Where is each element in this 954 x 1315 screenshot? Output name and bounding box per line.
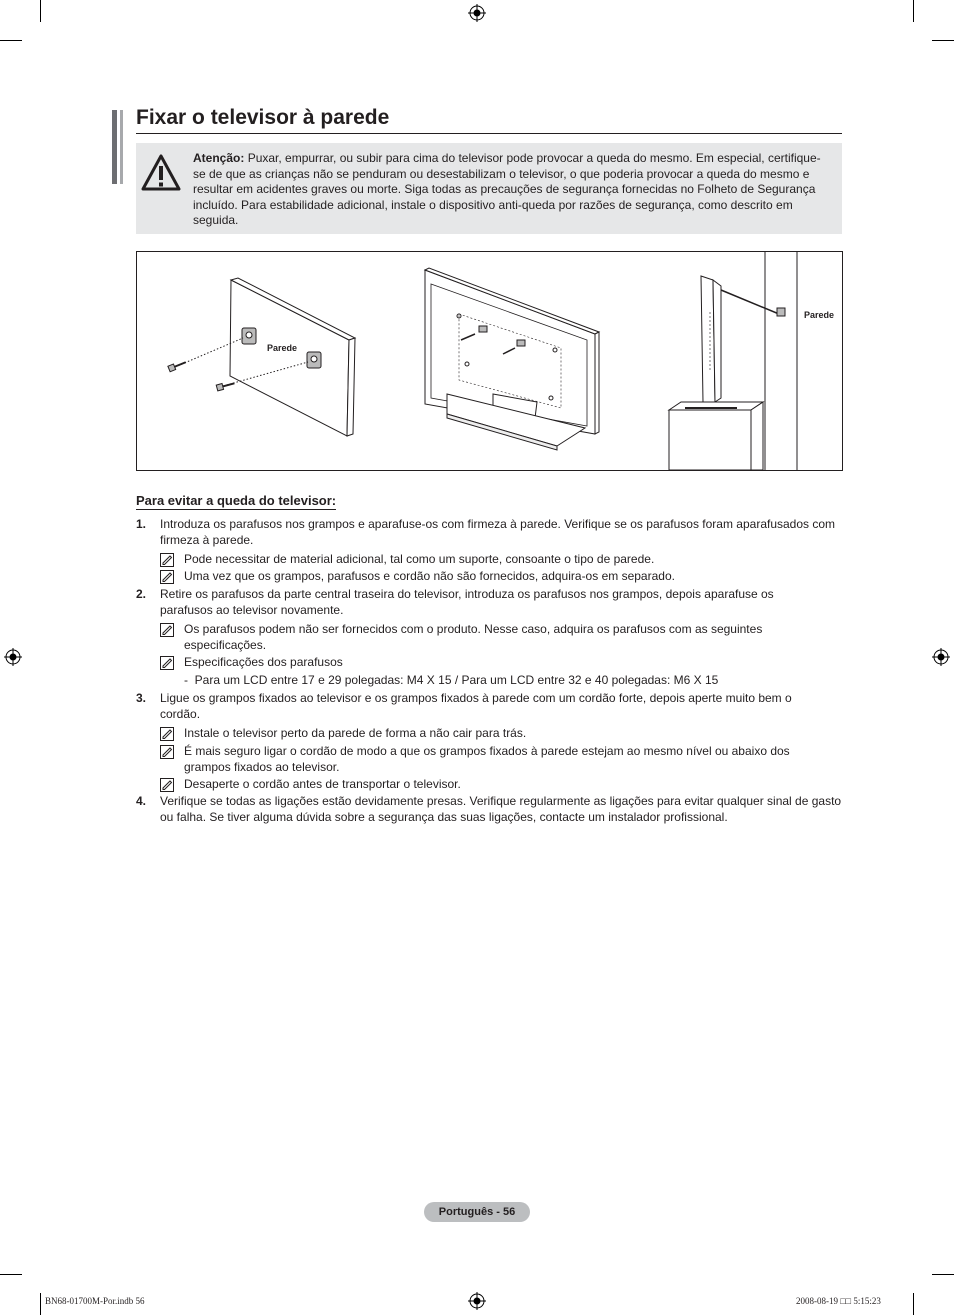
note-text: Desaperte o cordão antes de transportar o televisor. (184, 777, 461, 791)
note-text: Uma vez que os grampos, parafusos e cordão não são fornecidos, adquira-os em separado. (184, 569, 675, 583)
title-rule (136, 133, 842, 134)
note-icon (160, 553, 174, 567)
step-number: 4. (136, 794, 147, 808)
step-text: Ligue os grampos fixados ao televisor e os grampos fixados à parede com um cordão forte, depois aperte muito bem o cordão. (160, 691, 792, 721)
page-title: Fixar o televisor à parede (136, 106, 390, 129)
note-icon (160, 778, 174, 792)
installation-figure (136, 251, 843, 471)
registration-mark-icon (4, 648, 22, 666)
note-icon (160, 570, 174, 584)
warning-body: Puxar, empurrar, ou subir para cima do televisor pode provocar a queda do mesmo. Em especial, certifique-se de que as crianças não se penduram ou desestabilizam o televisor, o que poderia provocar a queda do mesmo e resultar em acidentes graves ou morte. Siga todas as precauções de segurança fornecidas no Folheto de Segurança incluído. Para estabilidade adicional, instale o dispositivo anti-queda por razões de segurança, como descrito em seguida. (193, 151, 821, 227)
title-accent-bar (112, 110, 117, 184)
note-icon (160, 745, 174, 759)
section-heading: Para evitar a queda do televisor: (136, 493, 337, 508)
crop-mark (913, 1293, 914, 1315)
screw-spec-value: Para um LCD entre 17 e 29 polegadas: M4 X 15 / Para um LCD entre 32 e 40 polegadas: M6 X 15 (194, 673, 719, 687)
step-text: Verifique se todas as ligações estão devidamente presas. Verifique regularmente as ligações para evitar qualquer sinal de gasto ou falha. Se tiver alguma dúvida sobre a segurança das suas ligações, contacte um instalador profissional. (160, 794, 842, 824)
note-text: Os parafusos podem não ser fornecidos com o produto. Nesse caso, adquira os parafusos com as seguintes especificações. (184, 622, 763, 652)
step-number: 2. (136, 587, 147, 601)
registration-mark-icon (932, 648, 950, 666)
crop-mark (913, 0, 914, 22)
crop-mark (40, 0, 41, 22)
footer-date: 2008-08-19 □□ 5:15:23 (796, 1296, 881, 1306)
warning-text (193, 151, 828, 229)
step-text: Retire os parafusos da parte central traseira do televisor, introduza os parafusos nos grampos, depois aparafuse os parafusos ao televisor novamente. (160, 587, 774, 617)
note-text: É mais seguro ligar o cordão de modo a que os grampos fixados à parede estejam ao mesmo nível ou abaixo dos grampos fixados ao televisor. (184, 744, 790, 774)
warning-triangle-icon (140, 153, 182, 193)
screw-spec-text: - Para um LCD entre 17 e 29 polegadas: M4 X 15 / Para um LCD entre 32 e 40 polegadas: M6 X 15 (184, 673, 719, 687)
crop-mark (932, 1274, 954, 1275)
warning-label: Atenção: (193, 151, 245, 165)
installation-illustration (137, 252, 842, 470)
step-number: 3. (136, 691, 147, 705)
note-icon (160, 656, 174, 670)
note-text: Instale o televisor perto da parede de forma a não cair para trás. (184, 726, 527, 740)
registration-mark-icon (468, 4, 486, 22)
step-text: Introduza os parafusos nos grampos e aparafuse-os com firmeza à parede. Verifique se os parafusos foram aparafusados com firmeza à parede. (160, 517, 836, 547)
wall-label: Parede (804, 310, 835, 320)
registration-mark-icon (468, 1292, 486, 1310)
note-icon (160, 623, 174, 637)
crop-mark (932, 40, 954, 41)
page-number: Português - 56 (424, 1202, 530, 1222)
note-text: Pode necessitar de material adicional, tal como um suporte, consoante o tipo de parede. (184, 552, 655, 566)
step-number: 1. (136, 517, 147, 531)
note-text: Especificações dos parafusos (184, 655, 343, 669)
title-accent-bar (120, 110, 123, 184)
footer-file: BN68-01700M-Por.indb 56 (45, 1296, 145, 1306)
crop-mark (40, 1293, 41, 1315)
crop-mark (0, 40, 22, 41)
wall-label: Parede (267, 343, 298, 353)
crop-mark (0, 1274, 22, 1275)
note-icon (160, 727, 174, 741)
